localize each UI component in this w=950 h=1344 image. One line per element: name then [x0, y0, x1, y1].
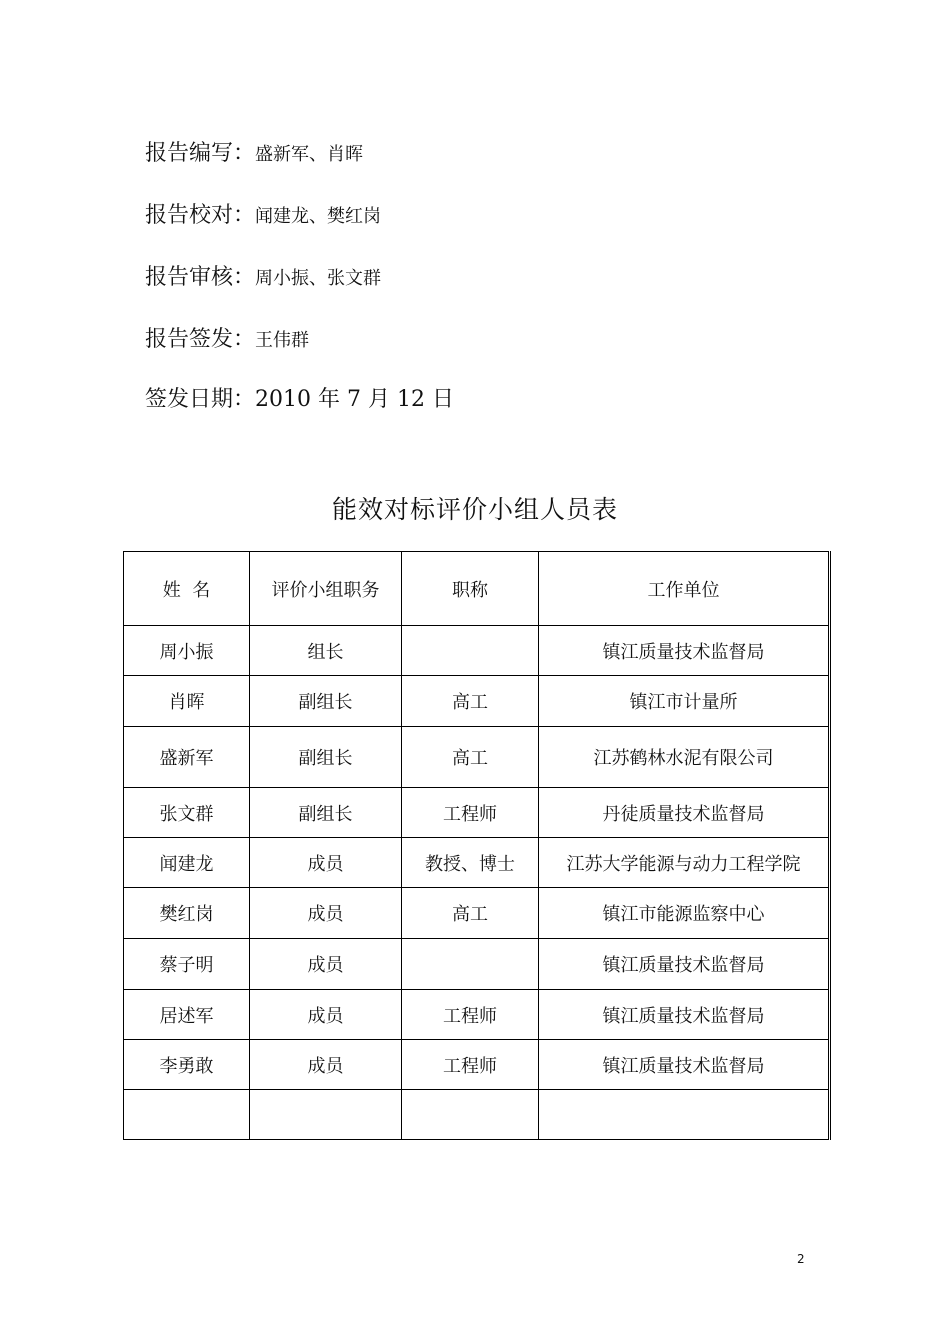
proof-value: 闻建龙、樊红岗 — [255, 206, 382, 227]
cell-unit — [539, 1090, 830, 1140]
cell-name: 盛新军 — [124, 727, 250, 788]
cell-title — [402, 626, 539, 676]
cell-role: 成员 — [250, 939, 402, 990]
meta-proof — [145, 198, 381, 229]
meta-issue — [145, 322, 309, 353]
header-name: 姓 名 — [124, 552, 250, 626]
cell-name: 肖晖 — [124, 676, 250, 727]
proof-label: 报告校对： — [145, 203, 256, 228]
meta-date — [145, 382, 454, 413]
cell-title: 高工 — [402, 676, 539, 727]
table-row — [124, 1040, 830, 1090]
review-label: 报告审核： — [145, 265, 256, 290]
table-row — [124, 990, 830, 1040]
cell-role: 副组长 — [250, 788, 402, 838]
cell-role: 组长 — [250, 626, 402, 676]
issue-label: 报告签发： — [145, 327, 256, 352]
table-row — [124, 788, 830, 838]
cell-role: 成员 — [250, 888, 402, 939]
staff-table — [123, 551, 831, 1140]
cell-title: 工程师 — [402, 1040, 539, 1090]
cell-name: 李勇敢 — [124, 1040, 250, 1090]
cell-role: 成员 — [250, 838, 402, 888]
cell-unit: 镇江质量技术监督局 — [539, 626, 830, 676]
table-row — [124, 676, 830, 727]
cell-unit: 江苏大学能源与动力工程学院 — [539, 838, 830, 888]
cell-role — [250, 1090, 402, 1140]
cell-unit: 丹徒质量技术监督局 — [539, 788, 830, 838]
cell-unit: 镇江市计量所 — [539, 676, 830, 727]
cell-unit: 镇江质量技术监督局 — [539, 939, 830, 990]
cell-role: 副组长 — [250, 727, 402, 788]
cell-title: 工程师 — [402, 990, 539, 1040]
cell-name: 闻建龙 — [124, 838, 250, 888]
writer-label: 报告编写： — [145, 141, 256, 166]
cell-title: 教授、博士 — [402, 838, 539, 888]
date-label: 签发日期： — [145, 387, 256, 412]
cell-unit: 江苏鹤林水泥有限公司 — [539, 727, 830, 788]
date-value: 2010 年 7 月 12 日 — [255, 387, 454, 412]
cell-unit: 镇江质量技术监督局 — [539, 990, 830, 1040]
cell-title: 高工 — [402, 727, 539, 788]
table-title: 能效对标评价小组人员表 — [331, 495, 618, 524]
table-header-row — [124, 552, 830, 626]
meta-writer — [145, 136, 363, 167]
review-value: 周小振、张文群 — [255, 268, 382, 289]
cell-role: 成员 — [250, 990, 402, 1040]
cell-name: 樊红岗 — [124, 888, 250, 939]
cell-name: 周小振 — [124, 626, 250, 676]
table-row — [124, 939, 830, 990]
cell-role: 副组长 — [250, 676, 402, 727]
cell-title — [402, 939, 539, 990]
issue-value: 王伟群 — [255, 330, 310, 351]
cell-name: 蔡子明 — [124, 939, 250, 990]
table-row — [124, 626, 830, 676]
table-row — [124, 1090, 830, 1140]
header-unit: 工作单位 — [539, 552, 830, 626]
cell-name: 张文群 — [124, 788, 250, 838]
cell-unit: 镇江市能源监察中心 — [539, 888, 830, 939]
cell-unit: 镇江质量技术监督局 — [539, 1040, 830, 1090]
cell-title: 高工 — [402, 888, 539, 939]
table-row — [124, 888, 830, 939]
table-row — [124, 727, 830, 788]
cell-title — [402, 1090, 539, 1140]
cell-title: 工程师 — [402, 788, 539, 838]
cell-role: 成员 — [250, 1040, 402, 1090]
cell-name — [124, 1090, 250, 1140]
header-title: 职称 — [402, 552, 539, 626]
meta-review — [145, 260, 381, 291]
header-role: 评价小组职务 — [250, 552, 402, 626]
cell-name: 居述军 — [124, 990, 250, 1040]
page-number: 2 — [797, 1252, 805, 1266]
table-row — [124, 838, 830, 888]
writer-value: 盛新军、肖晖 — [255, 144, 364, 165]
